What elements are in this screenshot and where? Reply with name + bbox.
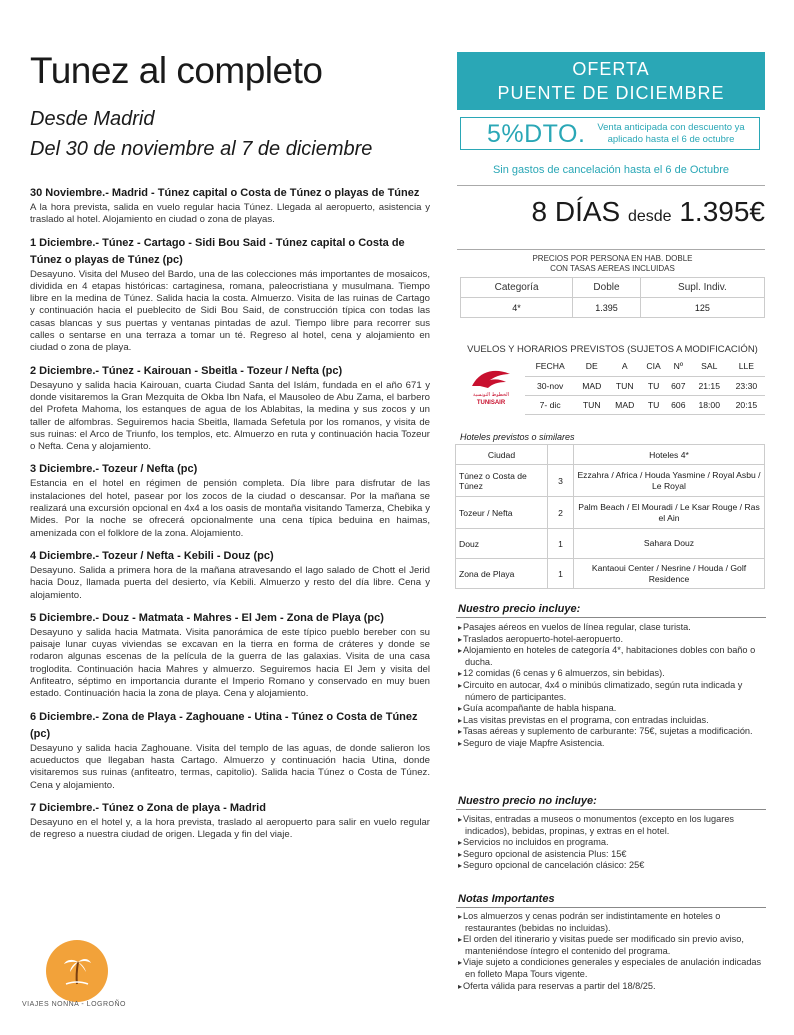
price-table-cell: 125 (640, 298, 764, 318)
day-text: Desayuno y salida hacia Kairouan, cuarta Ciudad Santa del Islám, fundada en el año 671 y donde visitaremos la Gran Mezquita de Okba Ibn Nafa, el Mausoleo de Abu Zama, el barbero del Profeta Mahoma, los estanques de agua de los Ablabitas, la medina y sus zocos y un taller de alfombras. Seguiremos hacia Sbeitla, llamada Sefetula por los romanos, y visita de sus ruinas: el Arco de Triunfo, los templos, etc. Almuerzo en ruta y continuación hacia Tozeur o Nefta. Cena y alojamiento. (30, 379, 430, 453)
hotels-title: Hoteles previstos o similares (460, 432, 575, 442)
table-row (456, 529, 765, 559)
table-row (525, 395, 765, 414)
table-row (456, 559, 765, 589)
day-text: Desayuno y salida hacia Zaghouane. Visita del templo de las aguas, de donde salieron los acueductos que llegaban hasta Cartago. Almuerzo y continuación hacia Utina, donde visitaremos sus ruinas (anfiteatro, termas, capitolio). Salida hacia Túnez o Costa de Túnez. Cena y alojamiento. (30, 742, 430, 791)
list-item: ▸ Alojamiento en hoteles de categoría 4*, habitaciones dobles con baño o ducha. (458, 645, 768, 668)
table-row (525, 376, 765, 395)
notes-title: Notas Importantes (458, 893, 555, 905)
list-item: ▸ Visitas, entradas a museos o monumentos (excepto en los lugares indicados), bebidas, propinas, y extras en el hotel. (458, 814, 768, 837)
flight-header: Nº (666, 357, 691, 376)
hotels-header-nights (548, 445, 574, 465)
flight-cell: 606 (666, 395, 691, 414)
list-item: ▸ Viaje sujeto a condiciones generales y especiales de anulación indicadas en folleto Mapa Tours vigente. (458, 957, 768, 980)
list-item: ▸ Pasajes aéreos en vuelos de línea regular, clase turista. (458, 622, 768, 634)
hotel-city: Túnez o Costa de Túnez (456, 465, 548, 497)
day-heading: 7 Diciembre.- Túnez o Zona de playa - Madrid (30, 801, 266, 814)
price-table-header: Doble (573, 278, 641, 298)
day-text: Estancia en el hotel en régimen de pensión completa. Día libre para disfrutar de las instalaciones del hotel, pasear por los zocos de la ciudad o descansar. Por la mañana se realizará una excursión opcional en 4x4 a los oasis de montaña visitando Tamerza, Chebika y Mides. Por la noche se ofrecerá opcionalmente una cena típica beduina en haimas, amenizada con el folklore de la zona. Alojamiento. (30, 478, 430, 539)
itinerary-day (30, 461, 430, 539)
divider (456, 617, 766, 618)
dates-subtitle: Del 30 de noviembre al 7 de diciembre (30, 138, 373, 160)
hotel-names: Kantaoui Center / Nesrine / Houda / Golf Residence (574, 559, 765, 589)
origin-subtitle: Desde Madrid (30, 108, 155, 130)
divider (456, 907, 766, 908)
price-amount: 1.395€ (679, 196, 765, 227)
flights-table (525, 357, 765, 415)
day-text: A la hora prevista, salida en vuelo regular hacia Túnez. Llegada al aeropuerto, asistencia y traslado al hotel. Alojamiento en ciudad o zona de playas. (30, 202, 430, 226)
list-item: ▸ El orden del itinerario y visitas puede ser modificado sin previo aviso, manteniéndose íntegro el contenido del programa. (458, 934, 768, 957)
day-heading: 2 Diciembre.- Túnez - Kairouan - Sbeitla - Tozeur / Nefta (pc) (30, 364, 343, 377)
agency-caption: VIAJES NONNA - LOGROÑO (22, 1001, 126, 1008)
hotel-city: Douz (456, 529, 548, 559)
divider (457, 185, 765, 186)
itinerary-day (30, 800, 430, 842)
flight-header: DE (575, 357, 608, 376)
palm-tree-icon (62, 954, 92, 986)
hotel-names: Sahara Douz (574, 529, 765, 559)
list-item: ▸ 12 comidas (6 cenas y 6 almuerzos, sin bebidas). (458, 668, 768, 680)
day-heading: 4 Diciembre.- Tozeur / Nefta - Kebili - Douz (pc) (30, 549, 274, 562)
list-item: ▸ Oferta válida para reservas a partir del 18/8/25. (458, 981, 768, 993)
day-text: Desayuno. Salida a primera hora de la mañana atravesando el lago salado de Chott el Jerid hacia Douz, llamada puerta del desierto, vía Kebili. Almuerzo y resto del día libre. Cena y alojamiento. (30, 564, 430, 601)
day-heading: 6 Diciembre.- Zona de Playa - Zaghouane - Utina - Túnez o Costa de Túnez (pc) (30, 710, 418, 740)
hotel-names: Palm Beach / El Mouradi / Le Ksar Rouge / Ras el Ain (574, 497, 765, 529)
hotel-nights: 2 (548, 497, 574, 529)
includes-title: Nuestro precio incluye: (458, 603, 581, 615)
hotel-nights: 1 (548, 559, 574, 589)
itinerary-day (30, 235, 430, 355)
flight-cell: 20:15 (728, 395, 765, 414)
list-item: ▸ Seguro opcional de cancelación clásico: 25€ (458, 860, 768, 872)
excludes-list (458, 814, 768, 872)
agency-logo (46, 940, 108, 1002)
price-table-cell: 4* (461, 298, 573, 318)
list-item: ▸ Las visitas previstas en el programa, con entradas incluidas. (458, 715, 768, 727)
flight-header: SAL (691, 357, 728, 376)
price-table-header: Supl. Indiv. (640, 278, 764, 298)
day-text: Desayuno en el hotel y, a la hora prevista, traslado al aeropuerto para salir en vuelo regular de regreso a nuestra ciudad de origen. Llegada y fin del viaje. (30, 816, 430, 841)
price-table (460, 277, 765, 318)
flight-cell: 30-nov (525, 376, 575, 395)
discount-value: 5%DTO. (487, 120, 586, 148)
hotel-city: Tozeur / Nefta (456, 497, 548, 529)
day-heading: 1 Diciembre.- Túnez - Cartago - Sidi Bou Said - Túnez capital o Costa de Túnez o playas de Túnez (pc) (30, 236, 405, 266)
itinerary (30, 185, 430, 849)
page-title: Tunez al completo (30, 50, 323, 91)
excludes-title: Nuestro precio no incluye: (458, 795, 597, 807)
list-item: ▸ Seguro de viaje Mapfre Asistencia. (458, 738, 768, 750)
list-item: ▸ Servicios no incluidos en programa. (458, 837, 768, 849)
itinerary-day (30, 548, 430, 602)
no-cancellation-note: Sin gastos de cancelación hasta el 6 de Octubre (492, 164, 730, 176)
price-headline (460, 196, 765, 228)
notes-list (458, 911, 768, 992)
flight-cell: 607 (666, 376, 691, 395)
tunisair-logo-icon (466, 364, 516, 408)
flight-header: CIA (641, 357, 666, 376)
discount-box (460, 117, 760, 150)
hotels-header: Ciudad (456, 445, 548, 465)
includes-list (458, 622, 768, 750)
svg-text:الخطوط التونسية: الخطوط التونسية (472, 392, 510, 398)
offer-line-2: PUENTE DE DICIEMBRE (497, 83, 725, 103)
hotels-header: Hoteles 4* (574, 445, 765, 465)
itinerary-day (30, 709, 430, 792)
flight-cell: MAD (575, 376, 608, 395)
table-row (456, 497, 765, 529)
flight-cell: TUN (575, 395, 608, 414)
offer-line-1: OFERTA (572, 59, 650, 79)
list-item: ▸ Traslados aeropuerto-hotel-aeropuerto. (458, 634, 768, 646)
table-row (456, 465, 765, 497)
flights-title: VUELOS Y HORARIOS PREVISTOS (SUJETOS A MODIFICACIÓN) (467, 344, 758, 355)
day-text: Desayuno y salida hacia Matmata. Visita panorámica de este típico pueblo bereber con su paisaje lunar cuyas viviendas se excavan en la tierra en forma de cráteres y donde se rodaron algunas escenas de la película de la guerra de las galaxias. Visita de una casa troglodita. Continuación hacia Mahres y almuerzo. Seguiremos hacia El Jem y visita del Anfiteatro, séptimo en importancia durante el Imperio Romano y conservado en muy buen estado. Continuación hacia la zona de playa. Cena y alojamiento. (30, 626, 430, 700)
day-heading: 30 Noviembre.- Madrid - Túnez capital o Costa de Túnez o playas de Túnez (30, 187, 420, 199)
flight-header: A (608, 357, 641, 376)
day-text: Desayuno. Visita del Museo del Bardo, una de las colecciones más importantes de mosaicos, dividida en 4 etapas históricas: cartaginesa, romana, paleocristiana y musulmana. Tiempo libre en la medina de Túnez. Salida hacia la costa. Almuerzo. Visita de las ruinas de Cartago y continuación hacia el pueblecito de Sidi Bou Said, de construcción típica con todas las casas blancas y sus puertas y ventanas pintadas de azul. Tiempo libre para recorrer sus calles o sentarse en una terraza a tomar un té. Regreso al hotel, cena y alojamiento en ciudad o zona de playa. (30, 268, 430, 354)
hotel-names: Ezzahra / Africa / Houda Yasmine / Royal Asbu / Le Royal (574, 465, 765, 497)
flight-cell: MAD (608, 395, 641, 414)
hotels-table (455, 444, 765, 589)
itinerary-day (30, 185, 430, 227)
price-from: desde (627, 208, 672, 225)
flight-cell: 18:00 (691, 395, 728, 414)
list-item: ▸ Tasas aéreas y suplemento de carburante: 75€, sujetas a modificación. (458, 726, 768, 738)
flight-cell: TU (641, 376, 666, 395)
discount-text: Venta anticipada con descuento ya aplicado hasta el 6 de octubre (597, 122, 745, 145)
list-item: ▸ Circuito en autocar, 4x4 o minibús climatizado, según ruta indicada y número de participantes. (458, 680, 768, 703)
list-item: ▸ Seguro opcional de asistencia Plus: 15€ (458, 849, 768, 861)
flight-cell: TUN (608, 376, 641, 395)
list-item: ▸ Guía acompañante de habla hispana. (458, 703, 768, 715)
airline-label: TUNISAIR (476, 400, 506, 406)
price-note-line: CON TASAS AEREAS INCLUIDAS (550, 264, 675, 273)
flight-cell: 7- dic (525, 395, 575, 414)
flight-header: LLE (728, 357, 765, 376)
price-table-cell: 1.395 (573, 298, 641, 318)
price-table-header: Categoría (461, 278, 573, 298)
hotel-nights: 3 (548, 465, 574, 497)
offer-banner (457, 52, 765, 110)
hotel-nights: 1 (548, 529, 574, 559)
price-days: 8 DÍAS (531, 196, 621, 227)
flight-header: FECHA (525, 357, 575, 376)
day-heading: 5 Diciembre.- Douz - Matmata - Mahres - El Jem - Zona de Playa (pc) (30, 611, 384, 624)
price-note (460, 254, 765, 274)
itinerary-day (30, 610, 430, 701)
list-item: ▸ Los almuerzos y cenas podrán ser indistintamente en hoteles o restaurantes (bebidas no incluidas). (458, 911, 768, 934)
day-heading: 3 Diciembre.- Tozeur / Nefta (pc) (30, 463, 198, 476)
hotel-city: Zona de Playa (456, 559, 548, 589)
price-note-line: PRECIOS POR PERSONA EN HAB. DOBLE (532, 254, 693, 263)
flight-cell: TU (641, 395, 666, 414)
divider (456, 809, 766, 810)
divider (457, 249, 765, 250)
itinerary-day (30, 363, 430, 454)
flight-cell: 21:15 (691, 376, 728, 395)
flight-cell: 23:30 (728, 376, 765, 395)
